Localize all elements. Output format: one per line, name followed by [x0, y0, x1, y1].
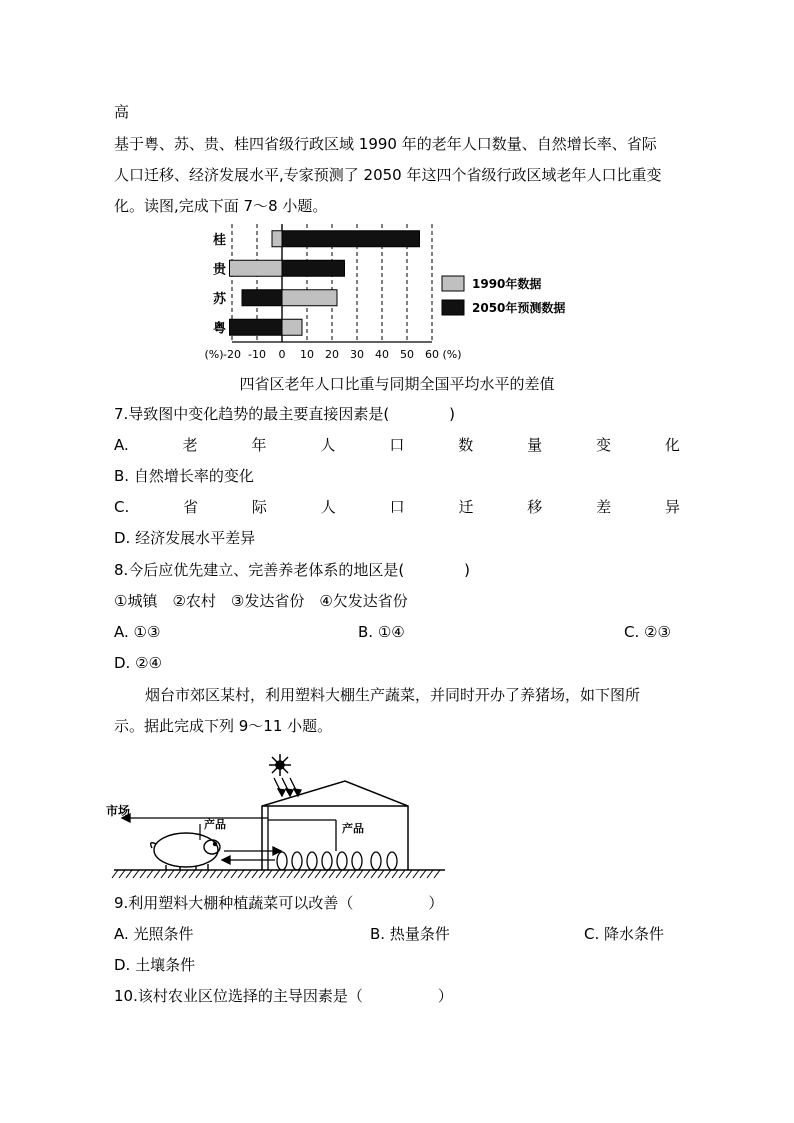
- bar: [282, 319, 302, 335]
- intro2-line-1: 烟台市郊区某村，利用塑料大棚生产蔬菜，并同时开办了养猪场，如下图所: [145, 686, 641, 704]
- q9-options-row: [114, 924, 680, 944]
- q9-option-d: D. 土壤条件: [114, 956, 196, 974]
- x-tick-label: 30: [350, 348, 364, 361]
- q8-option-d: D. ②④: [114, 654, 162, 672]
- q8-option-b: B. ①④: [358, 623, 405, 641]
- bar: [242, 290, 282, 306]
- legend-swatch: [442, 300, 464, 315]
- ground-hatch: [420, 870, 426, 878]
- ground-hatch: [147, 870, 153, 878]
- bar: [282, 260, 345, 276]
- ground-hatch: [329, 870, 335, 878]
- x-tick-label: 40: [375, 348, 389, 361]
- ground-hatch: [385, 870, 391, 878]
- ground-hatch: [364, 870, 370, 878]
- ground-hatch: [322, 870, 328, 878]
- category-label: 桂: [212, 232, 226, 248]
- greenhouse: [262, 781, 408, 870]
- ground-hatch: [189, 870, 195, 878]
- ground-hatch: [182, 870, 188, 878]
- ground-hatch: [308, 870, 314, 878]
- q7-option-c-char: 人: [320, 498, 336, 516]
- x-tick-label: 0: [278, 348, 286, 361]
- ground-hatch: [140, 870, 146, 878]
- ground-hatch: [126, 870, 132, 878]
- chart-bars: [230, 231, 420, 336]
- q7-option-c-char: 迁: [458, 498, 474, 516]
- ground-hatch: [378, 870, 384, 878]
- legend-label: 1990年数据: [472, 277, 542, 291]
- q7-option-d: D. 经济发展水平差异: [114, 529, 256, 547]
- q7-option-c-char: 口: [389, 498, 405, 516]
- x-tick-label: 10: [300, 348, 314, 361]
- q9-option-b: B. 热量条件: [370, 925, 450, 943]
- manure-arrow: [224, 847, 281, 855]
- x-tick-label: -20: [223, 348, 241, 361]
- category-label: 粤: [212, 321, 226, 337]
- x-tick-label: 50: [400, 348, 414, 361]
- ground-hatch: [287, 870, 293, 878]
- category-label: 苏: [212, 291, 226, 307]
- chart-tick-labels: [204, 348, 461, 361]
- ground: [112, 870, 445, 878]
- ground-hatch: [203, 870, 209, 878]
- bar: [230, 260, 283, 276]
- q7-option-c-char: 异: [664, 498, 680, 516]
- ground-hatch: [217, 870, 223, 878]
- q8-option-c: C. ②③: [624, 623, 671, 641]
- q7-option-a-char: 年: [251, 436, 267, 454]
- q7-option-a-char: 数: [458, 436, 474, 454]
- q9-stem: 9.利用塑料大棚种植蔬菜可以改善（ ）: [114, 894, 444, 912]
- sunlight-arrows: [274, 778, 301, 796]
- ground-hatch: [315, 870, 321, 878]
- sun-icon: [269, 754, 291, 776]
- q7-option-a-label: A.: [114, 436, 129, 454]
- feed-arrow: [222, 856, 275, 864]
- chart-title: 四省区老年人口比重与同期全国平均水平的差值: [239, 375, 555, 393]
- q7-option-a-char: 量: [527, 436, 543, 454]
- ground-hatch: [406, 870, 412, 878]
- vegetable-icons: [277, 852, 397, 870]
- intro1-line-1: 基于粤、苏、贵、桂四省级行政区域 1990 年的老年人口数量、自然增长率、省际: [114, 135, 657, 153]
- x-tick-label: 60: [425, 348, 439, 361]
- x-tick-label: 20: [325, 348, 339, 361]
- ground-hatch: [427, 870, 433, 878]
- q7-option-a: [114, 435, 680, 455]
- x-unit-right: (%): [442, 348, 462, 361]
- bar: [282, 231, 420, 247]
- ground-hatch: [161, 870, 167, 878]
- chart-legend: [442, 276, 565, 315]
- q7-option-b: B. 自然增长率的变化: [114, 467, 254, 485]
- q8-option-a: A. ①③: [114, 623, 161, 641]
- header-text: 高: [114, 103, 130, 121]
- ground-hatch: [399, 870, 405, 878]
- ground-hatch: [231, 870, 237, 878]
- ground-hatch: [133, 870, 139, 878]
- q7-option-c-char: 差: [596, 498, 612, 516]
- bar: [272, 231, 282, 247]
- greenhouse-farm-diagram: [100, 748, 460, 883]
- ground-hatch: [413, 870, 419, 878]
- ground-hatch: [154, 870, 160, 878]
- market-arrow: [122, 814, 268, 822]
- q7-option-c: [114, 497, 680, 517]
- legend-swatch: [442, 276, 464, 291]
- product-label-1: 产品: [204, 818, 226, 831]
- ground-hatch: [210, 870, 216, 878]
- market-label: 市场: [106, 804, 131, 818]
- ground-hatch: [224, 870, 230, 878]
- ground-hatch: [252, 870, 258, 878]
- ground-hatch: [392, 870, 398, 878]
- q10-stem: 10.该村农业区位选择的主导因素是（ ）: [114, 987, 453, 1005]
- ground-hatch: [280, 870, 286, 878]
- x-unit-left: (%): [204, 348, 224, 361]
- chart-category-labels: [213, 232, 227, 337]
- ground-hatch: [434, 870, 440, 878]
- q8-options-row: [114, 622, 680, 642]
- ground-hatch: [266, 870, 272, 878]
- x-tick-label: -10: [248, 348, 266, 361]
- pig-icon: [151, 833, 220, 870]
- q7-option-c-label: C.: [114, 498, 130, 516]
- intro1-line-3: 化。读图,完成下面 7～8 小题。: [114, 197, 328, 215]
- product-label-2: 产品: [342, 822, 364, 835]
- legend-label: 2050年预测数据: [472, 301, 566, 315]
- intro2-line-2: 示。据此完成下列 9～11 小题。: [114, 717, 333, 735]
- ground-hatch: [238, 870, 244, 878]
- intro1-line-2: 人口迁移、经济发展水平,专家预测了 2050 年这四个省级行政区域老年人口比重变: [114, 166, 662, 184]
- ground-hatch: [175, 870, 181, 878]
- q7-option-c-char: 际: [251, 498, 267, 516]
- q9-option-a: A. 光照条件: [114, 925, 194, 943]
- q9-option-c: C. 降水条件: [584, 925, 665, 943]
- q7-option-a-char: 化: [664, 436, 680, 454]
- population-bar-chart: [200, 220, 600, 370]
- ground-hatch: [273, 870, 279, 878]
- ground-hatch: [112, 870, 118, 878]
- ground-hatch: [294, 870, 300, 878]
- ground-hatch: [301, 870, 307, 878]
- q7-option-a-char: 变: [595, 436, 611, 454]
- ground-hatch: [245, 870, 251, 878]
- ground-hatch: [259, 870, 265, 878]
- q7-stem: 7.导致图中变化趋势的最主要直接因素是( ): [114, 405, 456, 423]
- q7-option-a-char: 口: [389, 436, 405, 454]
- ground-hatch: [357, 870, 363, 878]
- bar: [230, 319, 283, 335]
- q7-option-c-char: 省: [183, 498, 199, 516]
- q7-option-c-char: 移: [527, 498, 543, 516]
- q7-option-a-char: 老: [182, 436, 198, 454]
- ground-hatch: [119, 870, 125, 878]
- ground-hatch: [371, 870, 377, 878]
- q8-stem: 8.今后应优先建立、完善养老体系的地区是( ): [114, 561, 471, 579]
- q8-items: ①城镇 ②农村 ③发达省份 ④欠发达省份: [114, 592, 408, 610]
- ground-hatch: [350, 870, 356, 878]
- category-label: 贵: [212, 262, 226, 278]
- bar: [282, 290, 337, 306]
- ground-hatch: [343, 870, 349, 878]
- ground-hatch: [336, 870, 342, 878]
- ground-hatch: [196, 870, 202, 878]
- ground-hatch: [168, 870, 174, 878]
- q7-option-a-char: 人: [320, 436, 336, 454]
